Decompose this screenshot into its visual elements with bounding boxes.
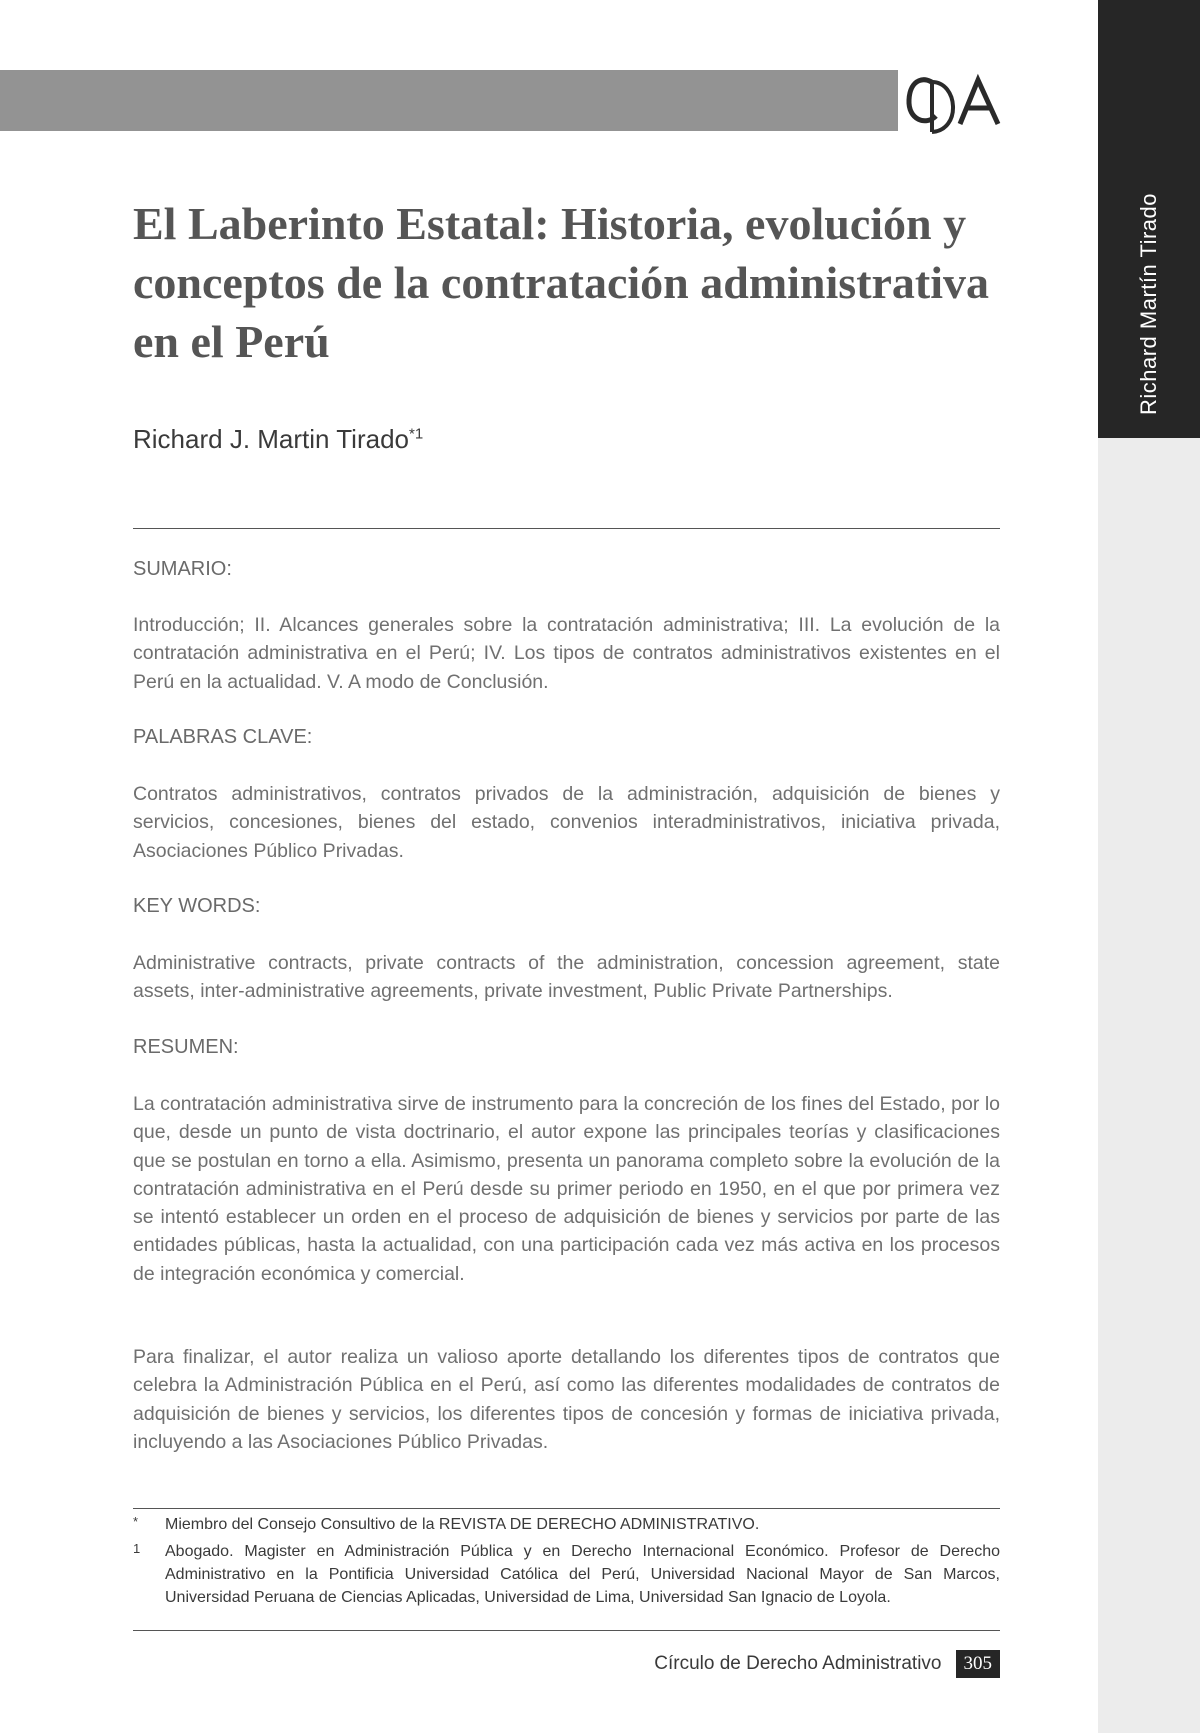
page-number: 305 bbox=[956, 1650, 1001, 1678]
resumen-paragraph-2: Para finalizar, el autor realiza un valioso aporte detallando los diferentes tipos de contratos que celebra la Administración Pública en el Perú, así como las diferentes modalidades de contratos de adquisición de bienes y servicios, los diferentes tipos de concesión y formas de iniciativa privada, incluyendo a las Asociaciones Público Privadas. bbox=[133, 1346, 1000, 1453]
resumen-heading: RESUMEN: bbox=[133, 1036, 239, 1058]
article-author bbox=[133, 424, 423, 455]
footnote-divider bbox=[133, 1508, 1000, 1509]
page-footer bbox=[654, 1649, 1000, 1679]
author-name: Richard J. Martin Tirado bbox=[133, 424, 409, 454]
sumario-heading: SUMARIO: bbox=[133, 558, 232, 580]
footnote-text: Abogado. Magister en Administración Pública y en Derecho Internacional Económico. Profesor de Derecho Administrativo en la Pontificia Universidad Católica del Perú, Universidad Nacional Mayor de San Marcos, Universidad Peruana de Ciencias Aplicadas, Universidad de Lima, Universidad San Ignacio de Loyola. bbox=[165, 1543, 1000, 1606]
journal-name: Círculo de Derecho Administrativo bbox=[654, 1653, 942, 1674]
key-words-heading: KEY WORDS: bbox=[133, 895, 261, 917]
footnote bbox=[133, 1540, 1000, 1609]
article-title: El Laberinto Estatal: Historia, evolución y conceptos de la contratación administrativa en el Perú bbox=[133, 198, 990, 367]
journal-logo bbox=[904, 72, 1004, 134]
palabras-clave-text: Contratos administrativos, contratos privados de la administración, adquisición de bienes y servicios, concesiones, bienes del estado, convenios interadministrativos, iniciativa privada, Asociaciones Público Privadas. bbox=[133, 783, 1000, 862]
section-divider bbox=[133, 528, 1000, 529]
author-footnote-marks: *1 bbox=[408, 425, 424, 443]
header-bar bbox=[0, 70, 898, 131]
side-strip bbox=[1098, 438, 1200, 1733]
footnote bbox=[133, 1513, 1000, 1536]
footnote-mark: * bbox=[133, 1514, 139, 1529]
key-words-text: Administrative contracts, private contracts of the administration, concession agreement, state assets, inter-administrative agreements, private investment, Public Private Partnerships. bbox=[133, 952, 1000, 1003]
footer-divider bbox=[133, 1630, 1000, 1631]
side-tab-author: Richard Martín Tirado bbox=[1136, 192, 1161, 416]
palabras-clave-heading: PALABRAS CLAVE: bbox=[133, 726, 313, 748]
sumario-text: Introducción; II. Alcances generales sobre la contratación administrativa; III. La evolución de la contratación administrativa en el Perú; IV. Los tipos de contratos administrativos existentes en el Perú en la actualidad. V. A modo de Conclusión. bbox=[133, 614, 1000, 693]
resumen-paragraph-1: La contratación administrativa sirve de instrumento para la concreción de los fines del Estado, por lo que, desde un punto de vista doctrinario, el autor expone las principales teorías y clasificaciones que se postulan en torno a ella. Asimismo, presenta un panorama completo sobre la evolución de la contratación administrativa en el Perú desde su primer periodo en 1950, en el que por primera vez se intentó establecer un orden en el proceso de adquisición de bienes y servicios por parte de las entidades públicas, hasta la actualidad, con una participación cada vez más activa en los procesos de integración económica y comercial. bbox=[133, 1093, 1000, 1285]
footnote-mark: 1 bbox=[133, 1541, 141, 1556]
footnote-text: Miembro del Consejo Consultivo de la REVISTA DE DERECHO ADMINISTRATIVO. bbox=[165, 1516, 760, 1533]
